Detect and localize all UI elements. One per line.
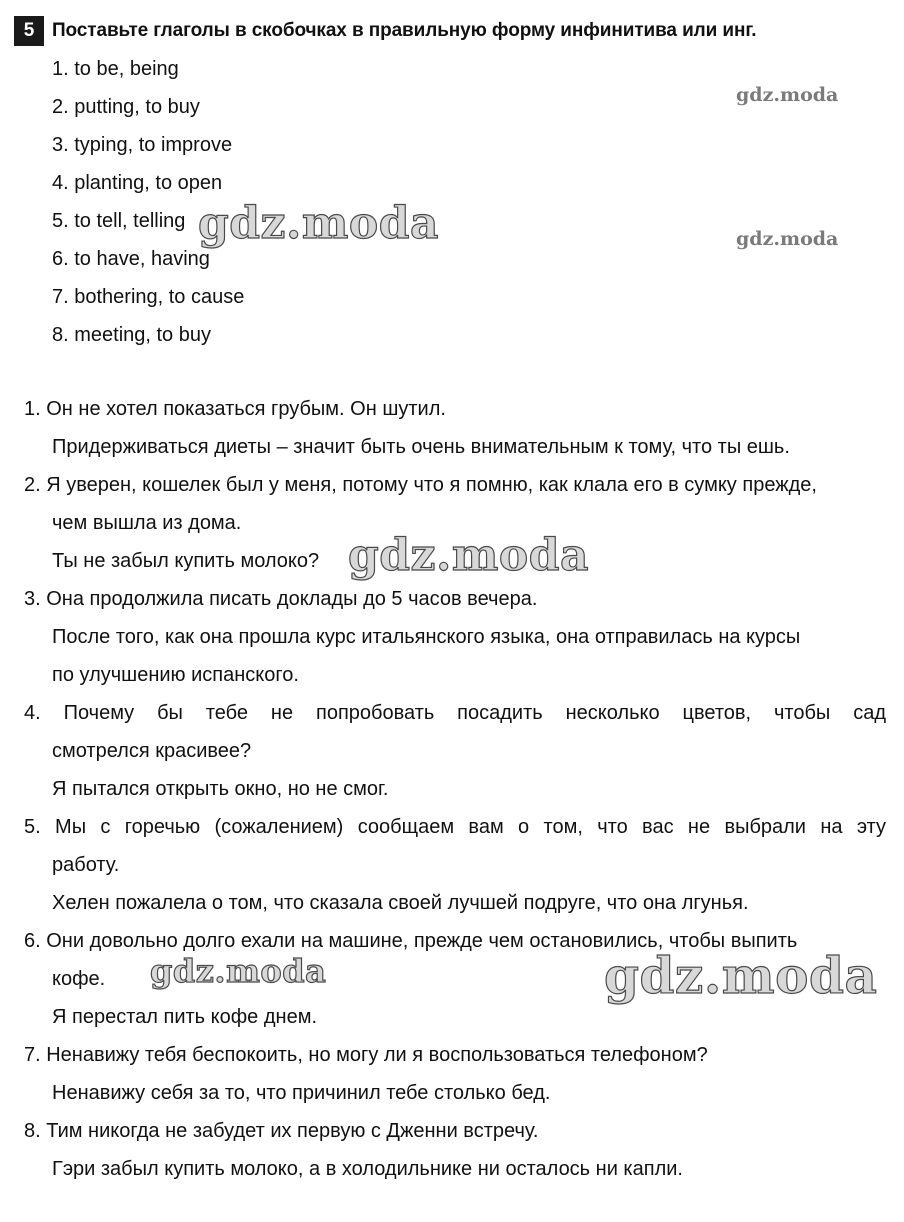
- watermark: gdz.moda: [736, 228, 839, 250]
- translation-line: 3. Она продолжила писать доклады до 5 часов вечера.: [24, 588, 538, 610]
- translation-line: 7. Ненавижу тебя беспокоить, но могу ли я воспользоваться телефоном?: [24, 1044, 708, 1066]
- translation-line: 2. Я уверен, кошелек был у меня, потому что я помню, как клала его в сумку прежде,: [24, 474, 817, 496]
- watermark: gdz.moda: [198, 198, 440, 249]
- answer-item: 7. bothering, to cause: [52, 286, 245, 308]
- answer-item: 1. to be, being: [52, 58, 179, 80]
- watermark: gdz.moda: [348, 530, 590, 581]
- translation-line: 1. Он не хотел показаться грубым. Он шутил.: [24, 398, 446, 420]
- translation-line: 8. Тим никогда не забудет их первую с Дженни встречу.: [24, 1120, 539, 1142]
- task-number-badge: 5: [14, 16, 44, 46]
- translation-line: по улучшению испанского.: [52, 664, 299, 686]
- answer-item: 8. meeting, to buy: [52, 324, 211, 346]
- watermark: gdz.moda: [736, 84, 839, 106]
- watermark: gdz.moda: [604, 946, 878, 1005]
- translation-line: После того, как она прошла курс итальянского языка, она отправилась на курсы: [52, 626, 801, 648]
- answer-item: 2. putting, to buy: [52, 96, 200, 118]
- task-title: Поставьте глаголы в скобочках в правильную форму инфинитива или инг.: [52, 20, 757, 41]
- translation-line: Ненавижу себя за то, что причинил тебе столько бед.: [52, 1082, 551, 1104]
- answer-item: 5. to tell, telling: [52, 210, 186, 232]
- translation-line: 6. Они довольно долго ехали на машине, прежде чем остановились, чтобы выпить: [24, 930, 798, 952]
- answer-item: 4. planting, to open: [52, 172, 223, 194]
- translation-line: 4. Почему бы тебе не попробовать посадить несколько цветов, чтобы сад: [24, 702, 886, 724]
- translation-line: работу.: [52, 854, 120, 876]
- translation-line: Гэри забыл купить молоко, а в холодильнике ни осталось ни капли.: [52, 1158, 683, 1180]
- translation-line: Хелен пожалела о том, что сказала своей лучшей подруге, что она лгунья.: [52, 892, 749, 914]
- translation-list: [24, 390, 886, 1188]
- translation-line: Ты не забыл купить молоко?: [52, 550, 320, 572]
- translation-line: Я пытался открыть окно, но не смог.: [52, 778, 389, 800]
- translation-line: Я перестал пить кофе днем.: [52, 1006, 317, 1028]
- translation-line: кофе.: [52, 968, 106, 990]
- translation-line: смотрелся красивее?: [52, 740, 252, 762]
- watermark: gdz.moda: [150, 952, 327, 990]
- answer-item: 6. to have, having: [52, 248, 210, 270]
- answer-item: 3. typing, to improve: [52, 134, 233, 156]
- translation-line: 5. Мы с горечью (сожалением) сообщаем вам о том, что вас не выбрали на эту: [24, 816, 886, 838]
- translation-line: Придерживаться диеты – значит быть очень внимательным к тому, что ты ешь.: [52, 436, 790, 458]
- task-header: [14, 16, 894, 46]
- translation-line: чем вышла из дома.: [52, 512, 242, 534]
